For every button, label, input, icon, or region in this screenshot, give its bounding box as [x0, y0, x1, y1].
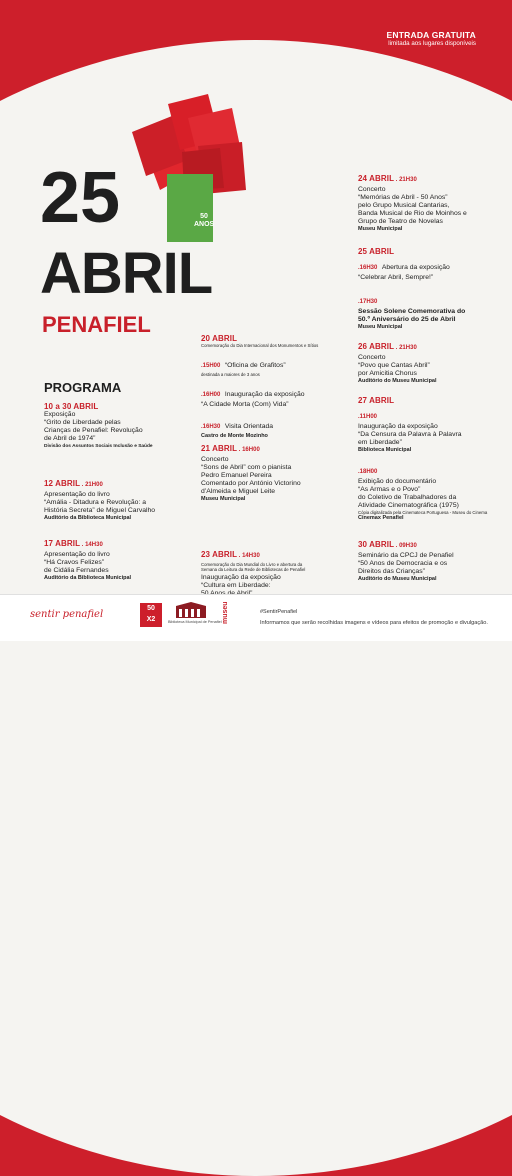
hashtag: #SentirPenafiel — [260, 609, 298, 615]
event-date: 10 a 30 ABRIL — [44, 402, 99, 411]
hero-month: ABRIL — [40, 241, 213, 306]
event-item: 17 ABRIL . 14H30 Apresentação do livro “Há Cravos Felizes” de Cidália Fernandes Auditório da Biblioteca Municipal — [44, 533, 194, 582]
event-venue: Cinemax Penafiel — [358, 515, 404, 521]
event-item: 23 ABRIL . 14H30 Comemoração do Dia Mundial do Livro e abertura da Semana da Leitura da Rede de Bibliotecas de Penafiel Inauguração da exposição “Cultura em Liberdade: — [201, 544, 351, 605]
hero-city: PENAFIEL — [42, 312, 151, 337]
hero-day: 25 — [40, 158, 121, 238]
library-logo-text: Biblioteca Municipal de Penafiel — [168, 620, 222, 624]
fifty-years-logo: 50 X2 — [140, 603, 162, 627]
entry-title: ENTRADA GRATUITA — [386, 30, 476, 40]
event-venue: Auditório do Museu Municipal — [358, 378, 437, 384]
footer-notice: Informamos que serão recolhidas imagens e vídeos para efeitos de promoção e divulgação. — [260, 620, 488, 626]
library-building-icon — [176, 602, 206, 618]
programa-title: PROGRAMA — [44, 380, 122, 395]
event-venue: Divisão dos Assuntos Sociais Inclusão e Saúde — [44, 444, 153, 449]
entry-subtitle: limitada aos lugares disponíveis — [388, 40, 476, 47]
event-item: 24 ABRIL . 21H30 Concerto “Memórias de Abril - 50 Anos” pelo Grupo Musical Cantarias, Banda Musical de Rio de Moinhos e Grupo de Teatro de Novelas Museu Municipal — [358, 168, 508, 233]
event-venue: Museu Municipal — [358, 226, 403, 232]
event-item: 20 ABRIL Comemoração do Dia Internacional dos Monumentos e Sítios .15H00 “Oficina de Grafitos” destinada a maiores de 3 anos .16H00 Inauguração da exposição “A Cidade Morta (Com) Vida” .16H30 Visita Orientada Castro de Monte Mozinho — [201, 334, 351, 440]
event-venue: Museu Municipal — [201, 496, 246, 502]
event-item: 21 ABRIL . 16H00 Concerto “Sons de Abril” com o pianista Pedro Emanuel Pereira Comentado por António Victorino d’Almeida e Miguel Leite Museu Municipal — [201, 438, 351, 503]
event-item: 10 a 30 ABRIL Exposição “Grito de Liberdade pelas Crianças de Penafiel: Revolução de Abril de 1974” Divisão dos Assuntos Sociais Inclusão e Saúde — [44, 402, 194, 450]
event-item: 26 ABRIL . 21H30 Concerto “Povo que Cantas Abril” por Amicitia Chorus Auditório do Museu Municipal — [358, 336, 508, 385]
anniversary-badge: 50 ANOS — [194, 213, 215, 228]
museum-logo: museu — [222, 601, 229, 624]
carnation-icon — [128, 92, 253, 242]
event-venue: Auditório do Museu Municipal — [358, 576, 437, 582]
event-item: 30 ABRIL . 09H30 Seminário da CPCJ de Penafiel “50 Anos de Democracia e os Direitos das Crianças” Auditório do Museu Municipal — [358, 534, 508, 583]
event-venue: Auditório da Biblioteca Municipal — [44, 515, 132, 521]
event-venue: Museu Municipal — [358, 324, 403, 330]
event-venue: Auditório da Biblioteca Municipal — [44, 575, 132, 581]
event-item: 25 ABRIL .16H30 Abertura da exposição “Celebrar Abril, Sempre!” .17H30 Sessão Solene Comemorativa do 50.º Aniversário do 25 de Abril Museu Municipal — [358, 247, 510, 331]
event-venue: Castro de Monte Mozinho — [201, 433, 268, 439]
sentir-penafiel-logo: sentir penafiel — [30, 609, 104, 620]
event-item: 12 ABRIL . 21H00 Apresentação do livro “Amália - Ditadura e Revolução: a História Secreta” de Miguel Carvalho Auditório da Biblioteca Municipal — [44, 473, 194, 522]
event-venue: Biblioteca Municipal — [358, 447, 412, 453]
event-item: 27 ABRIL .11H00 Inauguração da exposição “Da Censura da Palavra à Palavra em Liberdade” Biblioteca Municipal .18H00 Exibição do documentário “As Armas e o Povo” do Coletivo de Trabalhadores da Atividade Cinematográfica (1975) Cópia digitalizada pela Cinemateca Portuguesa - Museu do Cinema Cinemax Penafiel — [358, 396, 510, 522]
